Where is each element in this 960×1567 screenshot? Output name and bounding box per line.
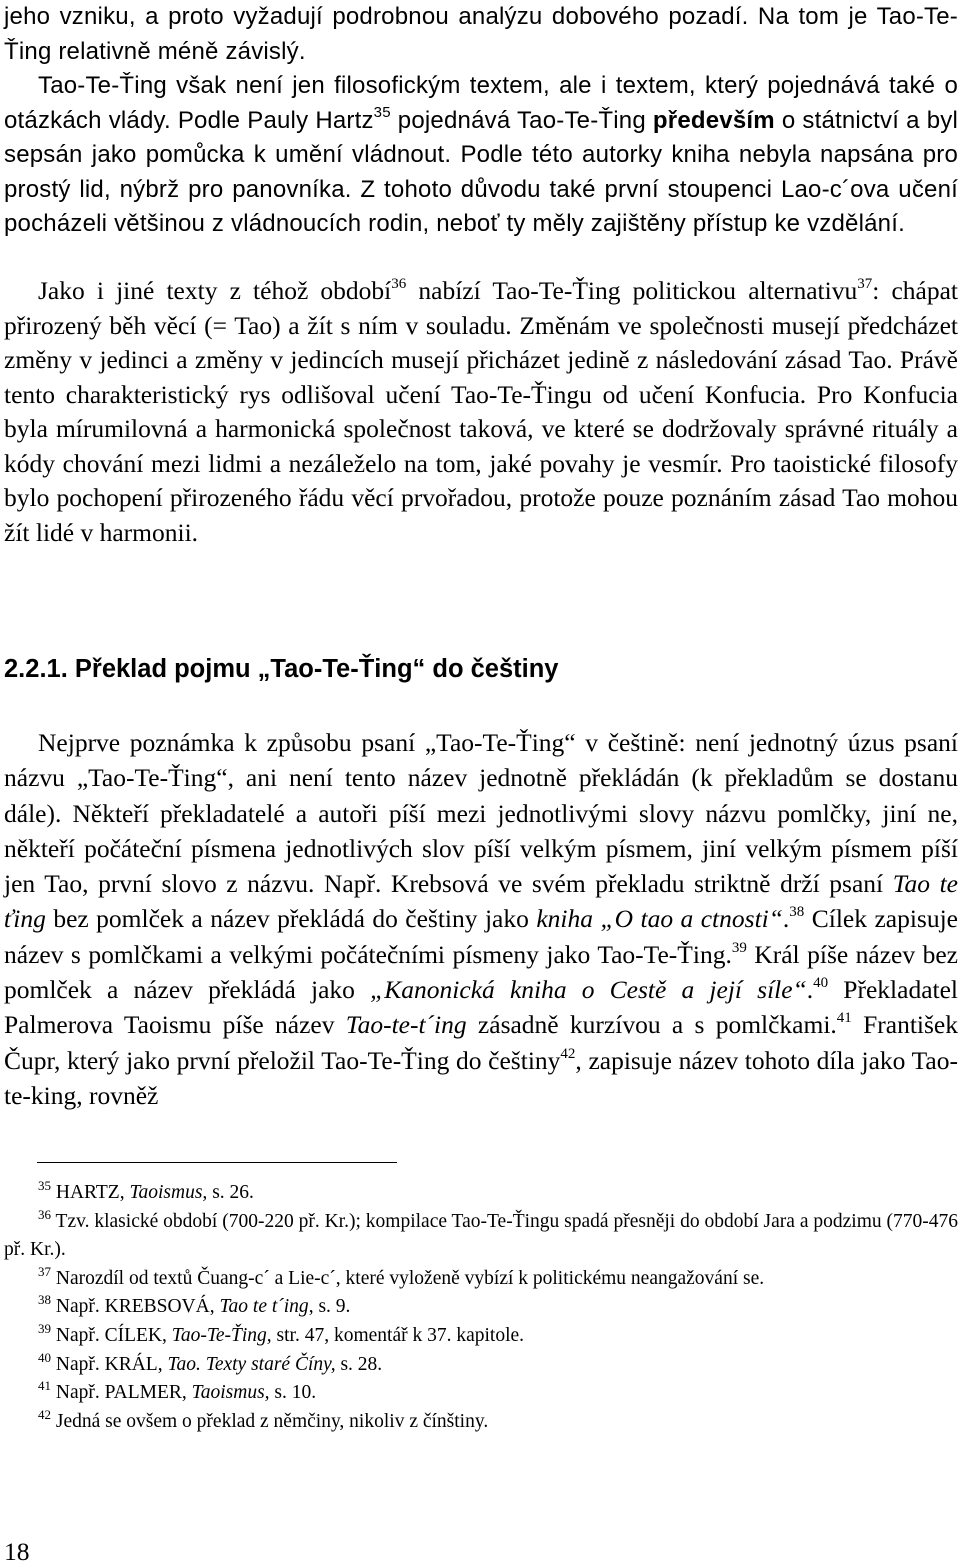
- text-run: zásadně kurzívou a s pomlčkami.: [466, 1010, 837, 1040]
- footnote-ref-38: 38: [789, 904, 805, 921]
- footnote-ref-36: 36: [391, 276, 407, 292]
- paragraph-1: [4, 0, 958, 242]
- footnote-41: $^{41}$ Např. PALMER, Taoismus, s. 10.: [38, 1378, 317, 1404]
- footnote-39: $^{39}$ Např. CÍLEK, Tao-Te-Ťing, str. 47, komentář k 37. kapitole.: [38, 1320, 525, 1346]
- footnote-ref-37: 37: [857, 276, 873, 292]
- footnote-38: $^{38}$ Např. KREBSOVÁ, Tao te t´ing, s. 9.: [38, 1292, 351, 1318]
- paragraph-3: [4, 725, 958, 1113]
- text-run: , zapisuje název tohoto díla jako Tao-te-king, rovněž: [4, 1045, 958, 1110]
- footnote-divider: [37, 1162, 397, 1163]
- footnote-35: $^{35}$ HARTZ, Taoismus, s. 26.: [38, 1178, 254, 1203]
- footnote-ref-42: 42: [560, 1045, 576, 1062]
- footnote-40: $^{40}$ Např. KRÁL, Tao. Texty staré Číny, s. 28.: [38, 1349, 383, 1375]
- italic-title: kniha „O tao a ctnosti“: [536, 904, 783, 934]
- bold-term: především: [652, 106, 775, 134]
- section-heading: 2.2.1. Překlad pojmu „Tao-Te-Ťing“ do češtiny: [4, 655, 559, 683]
- text-run: nabízí Tao-Te-Ťing politickou alternativu: [406, 276, 858, 305]
- text-run: jeho vzniku, a proto vyžadují podrobnou analýzu dobového pozadí. Na tom je Tao-Te-Ťing relativně méně závislý.: [4, 3, 958, 65]
- footnotes: [4, 1179, 958, 1436]
- text-run: Překladatel Palmerova Taoismu píše název: [4, 975, 958, 1040]
- text-run: .: [782, 904, 790, 934]
- page-number: 18: [4, 1537, 30, 1566]
- text-run: Král píše název bez pomlček a název překládá jako: [4, 939, 958, 1005]
- footnote-42: $^{42}$ Jedná se ovšem o překlad z němčiny, nikoliv z čínštiny.: [38, 1406, 489, 1432]
- text-run: pojednává Tao-Te-Ťing: [390, 106, 653, 134]
- text-run: bez pomlček a název překládá do češtiny jako: [45, 904, 537, 934]
- italic-title: „Kanonická kniha o Cestě a její síle“: [370, 975, 807, 1005]
- text-run: Cílek zapisuje název s pomlčkami a velkými počátečními písmeny jako Tao-Te-Ťing.: [4, 904, 958, 969]
- footnote-36: $^{36}$ Tzv. klasické období (700-220 př. Kr.); kompilace Tao-Te-Ťingu spadá přesněji do období Jara a podzimu (770-476 př. Kr.).: [4, 1206, 958, 1261]
- footnote-ref-39: 39: [731, 939, 747, 956]
- text-run: .: [806, 975, 814, 1005]
- paragraph-2: [4, 274, 958, 550]
- italic-title: Tao-te-t´ing: [345, 1010, 467, 1040]
- italic-title: Tao te ťing: [4, 869, 958, 934]
- footnote-ref-35: 35: [373, 103, 391, 121]
- text-run: Tao-Te-Ťing však není jen filosofickým textem, ale i textem, který pojednává také o otázkách vlády. Podle Pauly Hartz: [4, 72, 958, 134]
- footnote-37: $^{37}$ Narozdíl od textů Čuang-c´ a Lie-c´, které vyloženě vybízí k politickému neangažování se.: [38, 1263, 765, 1289]
- text-run: Nejprve poznámka k způsobu psaní „Tao-Te-Ťing“ v češtině: není jednotný úzus psaní názvu „Tao-Te-Ťing“, ani není tento název jednotně překládán (k překladům se dostanu dále). Někteří překladatelé a autoři píší mezi jednotlivými slovy názvu pomlčky, jiní ne, někteří počáteční písmena jednotlivých slov píší velkým písmem, jiní velkým písmem píší jen Tao, první slovo z názvu. Např. Krebsová ve svém překladu striktně drží psaní: [4, 728, 958, 899]
- text-run: o státnictví a byl sepsán jako pomůcka k umění vládnout. Podle této autorky kniha nebyla napsána pro prostý lid, nýbrž pro panovníka. Z tohoto důvodu také první stoupenci Lao-c´ova učení pocházeli většinou z vládnoucích rodin, neboť ty měly zajištěny přístup ke vzdělání.: [4, 106, 958, 237]
- text-run: Jako i jiné texty z téhož období: [38, 276, 392, 305]
- footnote-ref-40: 40: [813, 975, 829, 992]
- footnote-ref-41: 41: [836, 1010, 852, 1027]
- text-run: František Čupr, který jako první přeložil Tao-Te-Ťing do češtiny: [4, 1010, 958, 1075]
- text-run: : chápat přirozený běh věcí (= Tao) a žít s ním v souladu. Změnám ve společnosti musejí předcházet změny v jedinci a změny v jedincích musejí přicházet jedině z následování zásad Tao. Právě tento charakteristický rys odlišoval učení Tao-Te-Ťingu od učení Konfucia. Pro Konfucia byla mírumilovná a harmonická společnost taková, ve které se dodržovaly správné rituály a kódy chování mezi lidmi a nezáleželo na tom, jaké povahy je vesmír. Pro taoistické filosofy bylo pochopení přirozeného řádu věcí prvořadou, protože pouze poznáním zásad Tao mohou žít lidé v harmonii.: [4, 276, 958, 547]
